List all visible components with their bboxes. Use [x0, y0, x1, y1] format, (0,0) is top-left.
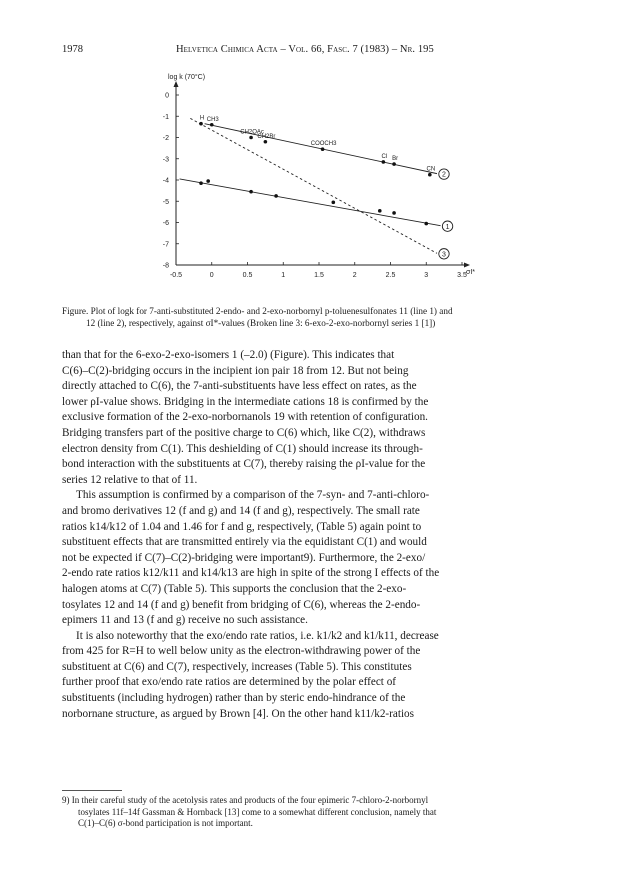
x-tick-label: 0	[209, 272, 214, 279]
body-line: This assumption is confirmed by a comparison of the 7-syn- and 7-anti-chloro-	[76, 489, 430, 502]
data-point-label: CN	[426, 166, 436, 173]
y-tick-label: -8	[162, 262, 169, 270]
y-tick-label: -2	[162, 135, 169, 142]
x-tick-label: 2.5	[385, 272, 396, 279]
plot-points	[199, 122, 431, 225]
footnote-rule	[62, 790, 122, 791]
data-point-label: H	[199, 115, 205, 122]
x-tick-label: 1	[281, 272, 286, 279]
body-line: from 425 for R=H to well below unity as the electron-withdrawing power of the	[62, 645, 421, 658]
body-line: directly attached to C(6), the 7-anti-substituents have less effect on rates, as the	[62, 380, 417, 393]
caption-line: Figure. Plot of logk for 7-anti-substituted 2-endo- and 2-exo-norbornyl p-toluenesulfonates 11 (line 1) and	[62, 306, 453, 316]
body-line: bond interaction with the substituents at C(7), thereby raising the ρI-value for the	[62, 458, 426, 471]
x-tick-label: 1.5	[314, 272, 324, 279]
footnote	[62, 795, 566, 830]
footnote-line: 9) In their careful study of the acetolysis rates and products of the four epimeric 7-chloro-2-norbornyl	[62, 795, 429, 805]
y-tick-label: -1	[162, 113, 169, 121]
data-point	[321, 147, 325, 151]
data-point-label: CH3	[206, 116, 219, 123]
x-tick-label: -0.5	[169, 272, 183, 279]
plot-labels	[200, 116, 453, 259]
plot-lines	[180, 115, 441, 253]
x-tick-label: 2	[352, 272, 357, 279]
data-point	[428, 173, 432, 177]
y-tick-label: -7	[162, 241, 169, 249]
body-line: substituents (including hydrogen) rather than by steric endo-hindrance of the	[62, 692, 406, 705]
body-text	[62, 348, 566, 722]
data-point	[264, 140, 268, 144]
body-line: 2-endo rate ratios k12/k11 and k14/k13 are high in spite of the strong I effects of the	[62, 567, 440, 580]
series-marker-label: 2	[442, 171, 446, 179]
footnote-line: C(1)–C(6) σ-bond participation is not important.	[78, 818, 253, 829]
body-line: substituent effects that are transmitted entirely via the equidistant C(1) and would	[62, 536, 427, 549]
body-line: substituent at C(6) and C(7), respectively, increases (Table 5). This constitutes	[62, 660, 412, 673]
data-point	[332, 201, 336, 205]
body-line: not be expected if C(7)–C(2)-bridging were important9). Furthermore, the 2-exo/	[62, 551, 426, 564]
series-marker-label: 3	[442, 251, 446, 259]
data-point	[378, 209, 382, 213]
body-line: ratios k14/k12 of 1.04 and 1.46 for f and g, respectively, (Table 5) again point to	[62, 520, 422, 533]
data-point	[206, 179, 210, 183]
body-line: Bridging transfers part of the positive charge to C(6) which, like C(2), withdraws	[62, 426, 426, 439]
y-tick-label: -4	[162, 177, 169, 185]
y-axis-label: log k (70°C)	[168, 74, 206, 81]
footnote-line: tosylates 11f–14f Gassman & Hornback [13] come to a somewhat different conclusion, namely that	[78, 806, 437, 817]
data-point	[392, 211, 396, 215]
y-tick-label: 0	[165, 92, 169, 100]
body-line: and bromo derivatives 12 (f and g) and 14 (f and g), respectively. The small rate	[62, 504, 420, 517]
data-point	[424, 222, 428, 226]
x-axis-arrow	[464, 263, 470, 268]
data-point-label: CH2Br	[257, 133, 276, 140]
y-tick-label: -5	[162, 198, 169, 206]
data-point-label: Br	[392, 156, 399, 163]
data-point	[382, 160, 386, 164]
figure-plot	[0, 0, 624, 300]
body-line: C(6)–C(2)-bridging occurs in the incipient ion pair 18 from 12. But not being	[62, 364, 409, 377]
series-line-1	[180, 179, 441, 226]
data-point	[249, 136, 253, 140]
y-tick-label: -6	[162, 220, 169, 227]
x-axis-label: σI*	[466, 269, 475, 276]
y-axis-arrow	[174, 81, 179, 87]
body-line: than that for the 6-exo-2-exo-isomers 1 (–2.0) (Figure). This indicates that	[62, 349, 395, 361]
series-marker-label: 1	[445, 223, 450, 231]
figure-caption	[62, 305, 562, 329]
body-line: lower ρI-value shows. Bridging in the intermediate cations 18 is confirmed by the	[62, 395, 429, 408]
data-point	[199, 181, 203, 185]
caption-line: 12 (line 2), respectively, against σI*-values (Broken line 3: 6-exo-2-exo-norbornyl series 1 [1])	[86, 318, 436, 328]
data-point	[274, 194, 278, 198]
body-line: exclusive formation of the 2-exo-norbornanols 19 with retention of configuration.	[62, 411, 428, 424]
body-line: tosylates 12 and 14 (f and g) benefit from bridging of C(6), whereas the 2-endo-	[62, 598, 421, 611]
data-point	[210, 123, 214, 127]
y-tick-label: -3	[162, 156, 169, 164]
plot-axes	[174, 81, 471, 268]
data-point-label: CH2OAc	[240, 129, 264, 136]
body-line: halogen atoms at C(7) (Table 5). This supports the conclusion that the 2-exo-	[62, 582, 407, 595]
body-line: electron density from C(1). This deshielding of C(1) should increase its through-	[62, 442, 423, 455]
body-line: series 12 relative to that of 11.	[62, 473, 198, 486]
body-line: further proof that exo/endo rate ratios are determined by the polar effect of	[62, 676, 397, 689]
x-tick-label: 3	[424, 272, 429, 279]
data-point	[392, 162, 396, 166]
x-tick-label: 3.5	[457, 272, 467, 279]
data-point-label: Cl	[381, 153, 388, 160]
x-tick-label: 0.5	[242, 272, 253, 279]
page-number: 1978	[62, 44, 83, 55]
body-line: It is also noteworthy that the exo/endo rate ratios, i.e. k1/k2 and k1/k11, decrease	[76, 629, 439, 642]
data-point-label: COOCH3	[310, 141, 337, 148]
body-line: epimers 11 and 13 (f and g) receive no such assistance.	[62, 614, 308, 627]
body-line: norbornane structure, as argued by Brown [4]. On the other hand k11/k2-ratios	[62, 707, 415, 720]
series-line-3	[190, 115, 437, 253]
data-point	[249, 190, 253, 194]
running-header: Helvetica Chimica Acta – Vol. 66, Fasc. 7 (1983) – Nr. 195	[176, 44, 434, 55]
data-point	[199, 122, 203, 126]
